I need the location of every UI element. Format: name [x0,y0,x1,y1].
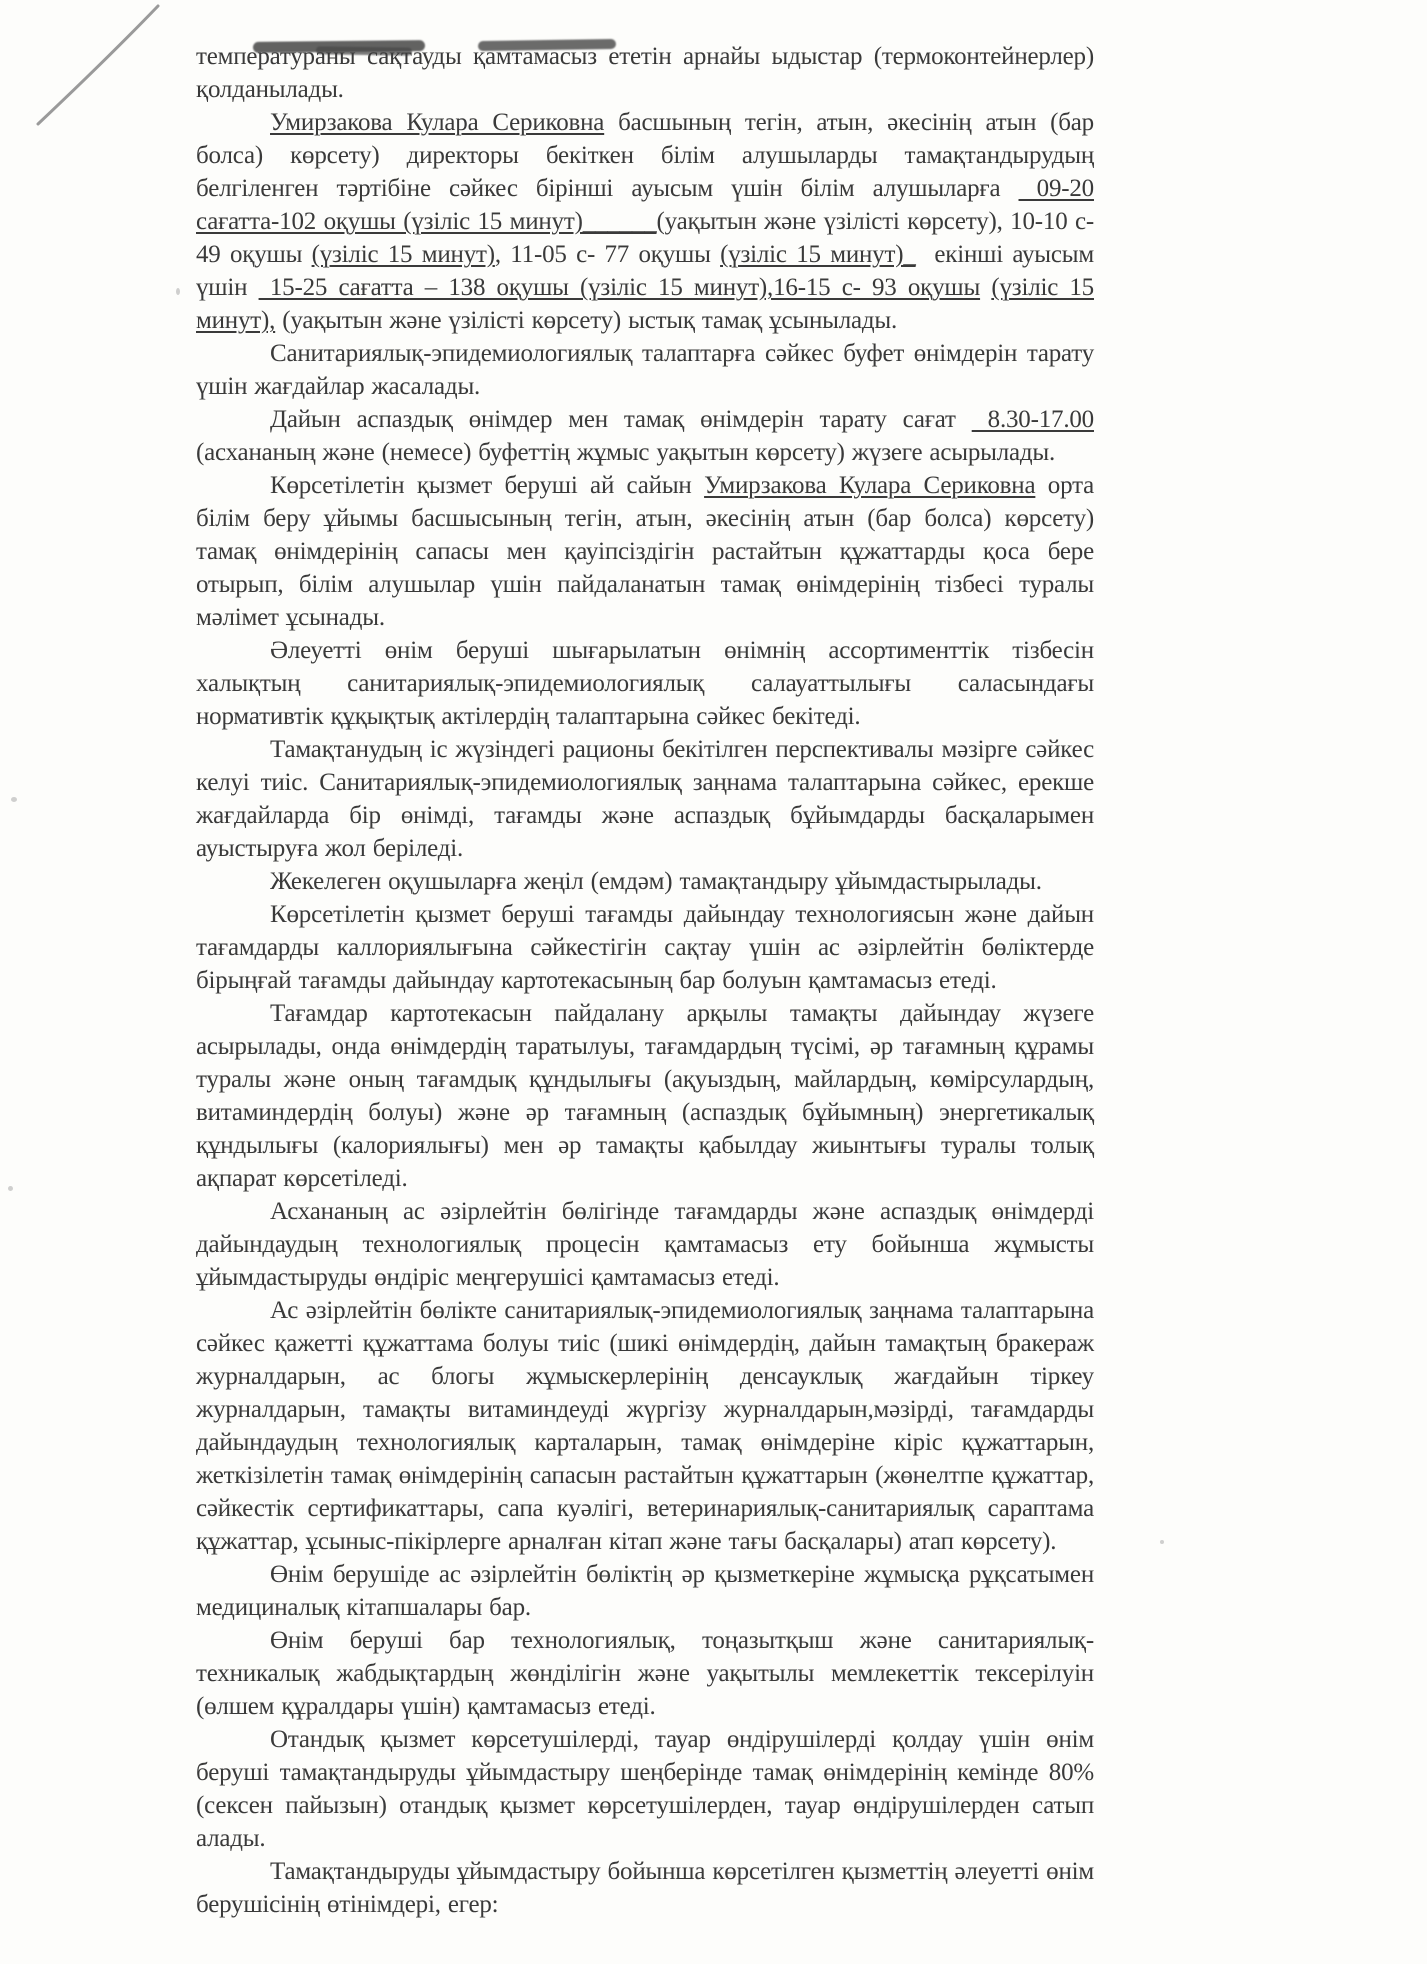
text-run: (асхананың және (немесе) буфеттің жұмыс уақытын көрсету) жүзеге асырылады. [196,439,1056,466]
underlined-text-run: 09-20 сағатта-102 оқушы (үзіліс 15 минут)______ [196,175,1094,235]
document-text [196,40,1094,1921]
paragraph [196,1195,1094,1294]
paragraph [196,898,1094,997]
text-run: (уақытын және үзілісті көрсету) ыстық тамақ ұсынылады. [275,307,898,334]
paragraph [196,469,1094,634]
text-run: Өнім берушіде ас әзірлейтін бөліктің әр қызметкеріне жұмысқа рұқсатымен медициналық кітапшалары бар. [196,1561,1094,1621]
text-run: Жекелеген оқушыларға жеңіл (емдәм) тамақтандыру ұйымдастырылады. [270,868,1042,895]
pen-stroke-artifact [0,0,220,160]
paragraph [196,1294,1094,1558]
text-run [980,274,991,301]
paragraph [196,403,1094,469]
text-run: Тамақтанудың іс жүзіндегі рационы бекітілген перспективалы мәзірге сәйкес келуі тиіс. Санитариялық-эпидемиологиялық заңнама талаптарына сәйкес, ерекше жағдайларда бір өнімді, тағамды және аспаздық бұйымдарды басқаларымен ауыстыруға жол беріледі. [196,736,1094,862]
text-run: екінші ауысым үшін [196,241,1095,301]
paragraph [196,997,1094,1195]
paragraph [196,865,1094,898]
text-run: Тамақтандыруды ұйымдастыру бойынша көрсетілген қызметтің әлеуетті өнім берушісінің өтінімдері, егер: [196,1858,1094,1918]
underlined-text-run: (үзіліс 15 минут) [311,241,495,268]
scan-speck-artifact [8,1186,13,1191]
text-run: Көрсетілетін қызмет беруші тағамды дайындау технологиясын және дайын тағамдарды каллориялығына сәйкестігін сақтау үшін ас әзірлейтін бөліктерде бірыңғай тағамды дайындау картотекасының бар болуын қамтамасыз етеді. [196,901,1094,994]
scan-speck-artifact [1160,1540,1164,1544]
paragraph [196,1855,1094,1921]
paragraph [196,337,1094,403]
underlined-text-run: 8.30-17.00 [971,406,1094,433]
underlined-text-run: 15-25 сағатта – 138 оқушы (үзіліс 15 минут),16-15 с- 93 оқушы [258,274,981,301]
underlined-text-run: (үзіліс 15 минут), [196,274,1094,334]
underlined-text-run: (үзіліс 15 минут)_ [720,241,916,268]
text-run: Өнім беруші бар технологиялық, тоңазытқыш және санитариялық-техникалық жабдықтардың жөнділігін және уақытылы мемлекеттік тексерілуін (өлшем құралдары үшін) қамтамасыз етеді. [196,1627,1094,1720]
paragraph [196,40,1094,106]
paragraph [196,1558,1094,1624]
text-run: Дайын аспаздық өнімдер мен тамақ өнімдерін тарату сағат [270,406,972,433]
scan-speck-artifact [176,288,180,295]
text-run: Отандық қызмет көрсетушілерді, тауар өндірушілерді қолдау үшін өнім беруші тамақтандыруды ұйымдастыру шеңберінде тамақ өнімдерінің кемінде 80% (сексен пайызын) отандық қызмет көрсетушілерден, тауар өндірушілерден сатып алады. [196,1726,1094,1852]
text-run: Санитариялық-эпидемиологиялық талаптарға сәйкес буфет өнімдерін тарату үшін жағдайлар жасалады. [196,340,1094,400]
text-run: Көрсетілетін қызмет беруші ай сайын [270,472,705,499]
text-run: орта білім беру ұйымы басшысының тегін, атын, әкесінің атын (бар болса) көрсету) тамақ өнімдерінің сапасы мен қауіпсіздігін растайтын құжаттарды қоса бере отырып, білім алушылар үшін пайдаланатын тамақ өнімдерінің тізбесі туралы мәлімет ұсынады. [196,472,1094,631]
text-run: температураны сақтауды қамтамасыз ететін арнайы ыдыстар (термоконтейнерлер) қолданылады. [196,43,1094,103]
paragraph [196,106,1094,337]
text-run: Асхананың ас әзірлейтін бөлігінде тағамдарды және аспаздық өнімдерді дайындаудың технологиялық процесін қамтамасыз ету бойынша жұмысты ұйымдастыруды өндіріс меңгерушісі қамтамасыз етеді. [196,1198,1094,1291]
paragraph [196,733,1094,865]
text-run: Әлеуетті өнім беруші шығарылатын өнімнің ассортименттік тізбесін халықтың санитариялық-эпидемиологиялық салауаттылығы саласындағы нормативтік құқықтық актілердің талаптарына сәйкес бекітеді. [196,637,1094,730]
text-run: , 11-05 с- 77 оқушы [494,241,721,268]
text-run: Ас әзірлейтін бөлікте санитариялық-эпидемиологиялық заңнама талаптарына сәйкес қажетті құжаттама болуы тиіс (шикі өнімдердің, дайын тамақтың бракераж журналдарын, ас блогы жұмыскерлерінің денсауклық жағдайын тіркеу журналдарын, тамақты витаминдеуді жүргізу журналдарын,мәзірді, тағамдарды дайындаудың технологиялық карталарын, тамақ өнімдеріне кіріс құжаттарын, жеткізілетін тамақ өнімдерінің сапасын растайтын құжаттарын (жөнелтпе құжаттар, сәйкестік сертификаттары, сапа куәлігі, ветеринариялық-санитариялық сараптама құжаттар, ұсыныс-пікірлерге арналған кітап және тағы басқалары) атап көрсету). [196,1297,1094,1555]
paragraph [196,1723,1094,1855]
underlined-text-run: Умирзакова Кулара Сериковна [270,109,605,136]
text-run: (уақытын және үзілісті көрсету), 10-10 с- 49 оқушы [196,208,1094,268]
underlined-text-run: Умирзакова Кулара Сериковна [704,472,1036,499]
scan-speck-artifact [11,797,17,802]
paragraph [196,1624,1094,1723]
paragraph [196,634,1094,733]
text-run: басшының тегін, атын, әкесінің атын (бар болса) көрсету) директоры бекіткен білім алушыларды тамақтандырудың белгіленген тәртібіне сәйкес бірінші ауысым үшін білім алушыларға [196,109,1094,202]
text-run: Тағамдар картотекасын пайдалану арқылы тамақты дайындау жүзеге асырылады, онда өнімдердің таратылуы, тағамдардың түсімі, әр тағамның құрамы туралы және оның тағамдық құндылығы (ақуыздың, майлардың, көмірсулардың, витаминдердің болуы) және әр тағамның (аспаздық бұйымның) энергетикалық құндылығы (калориялығы) мен әр тамақты қабылдау жиынтығы туралы толық ақпарат көрсетіледі. [196,1000,1094,1192]
